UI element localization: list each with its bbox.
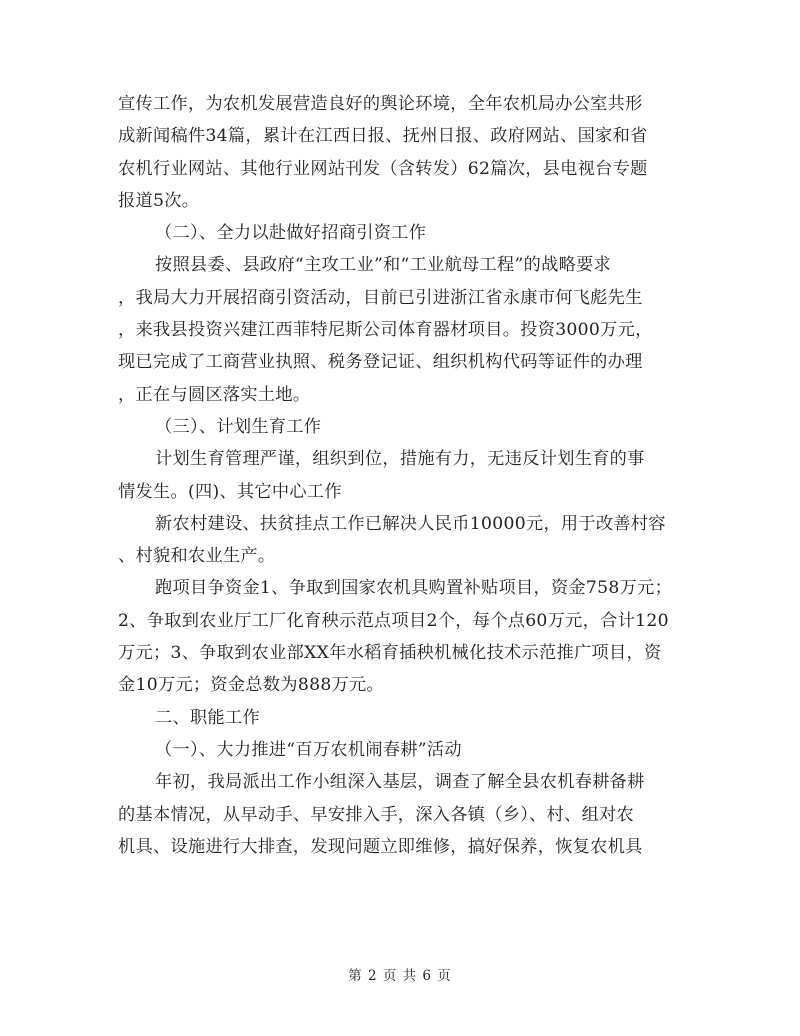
text-line: 年初，我局派出工作小组深入基层，调查了解全县农机春耕备耕 [155,772,645,793]
text-line: 新农村建设、扶贫挂点工作已解决人民币10000元，用于改善村容 [155,513,666,534]
paragraph [118,88,682,217]
text-line: 宣传工作，为农机发展营造良好的舆论环境，全年农机局办公室共形 [118,94,643,114]
text-line: 现已完成了工商营业执照、税务登记证、组织机构代码等证件的办理 [118,352,643,373]
page-footer: 第 2 页 共 6 页 [348,968,452,984]
text-line: 、村貌和农业生产。 [118,546,276,567]
text-line: （一）、大力推进“百万农机闹春耕”活动 [155,739,462,760]
text-line: 万元；3、争取到农业部XX年水稻育插秧机械化技术示范推广项目，资 [118,643,662,664]
text-line: ，我局大力开展招商引资活动，目前已引进浙江省永康市何飞彪先生 [118,287,643,308]
text-line: 二、职能工作 [155,707,260,728]
paragraph [118,217,682,249]
paragraph [118,766,682,863]
text-line: 金10万元；资金总数为888万元。 [118,675,385,696]
paragraph [118,572,682,701]
text-line: （三）、计划生育工作 [155,416,322,437]
paragraph [118,702,682,734]
text-line: 2、争取到农业厅工厂化育秧示范点项目2个，每个点60万元，合计120 [118,610,669,631]
text-line: 的基本情况，从早动手、早安排入手，深入各镇（乡）、村、组对农 [118,804,635,825]
text-line: 计划生育管理严谨，组织到位，措施有力，无违反计划生育的事 [155,449,645,470]
paragraph [118,411,682,443]
paragraph [118,734,682,766]
text-line: 成新闻稿件34篇，累计在江西日报、抚州日报、政府网站、国家和省 [118,126,648,147]
paragraph [118,508,682,573]
text-line: 情发生。(四)、其它中心工作 [118,481,342,502]
text-line: ，来我县投资兴建江西菲特尼斯公司体育器材项目。投资3000万元， [118,320,653,341]
text-line: 农机行业网站、其他行业网站刊发（含转发）62篇次，县电视台专题 [118,158,648,179]
paragraph [118,443,682,508]
text-line: ，正在与圆区落实土地。 [118,384,311,405]
text-line: （二）、全力以赴做好招商引资工作 [155,223,427,244]
text-line: 报道5次。 [118,190,200,211]
text-line: 机具、设施进行大排查，发现问题立即维修，搞好保养，恢复农机具 [118,836,643,857]
paragraph [118,249,682,410]
text-line: 按照县委、县政府“主攻工业”和“工业航母工程”的战略要求 [155,255,612,276]
text-line: 跑项目争资金1、争取到国家农机具购置补贴项目，资金758万元； [155,578,673,599]
document-body [118,88,682,863]
